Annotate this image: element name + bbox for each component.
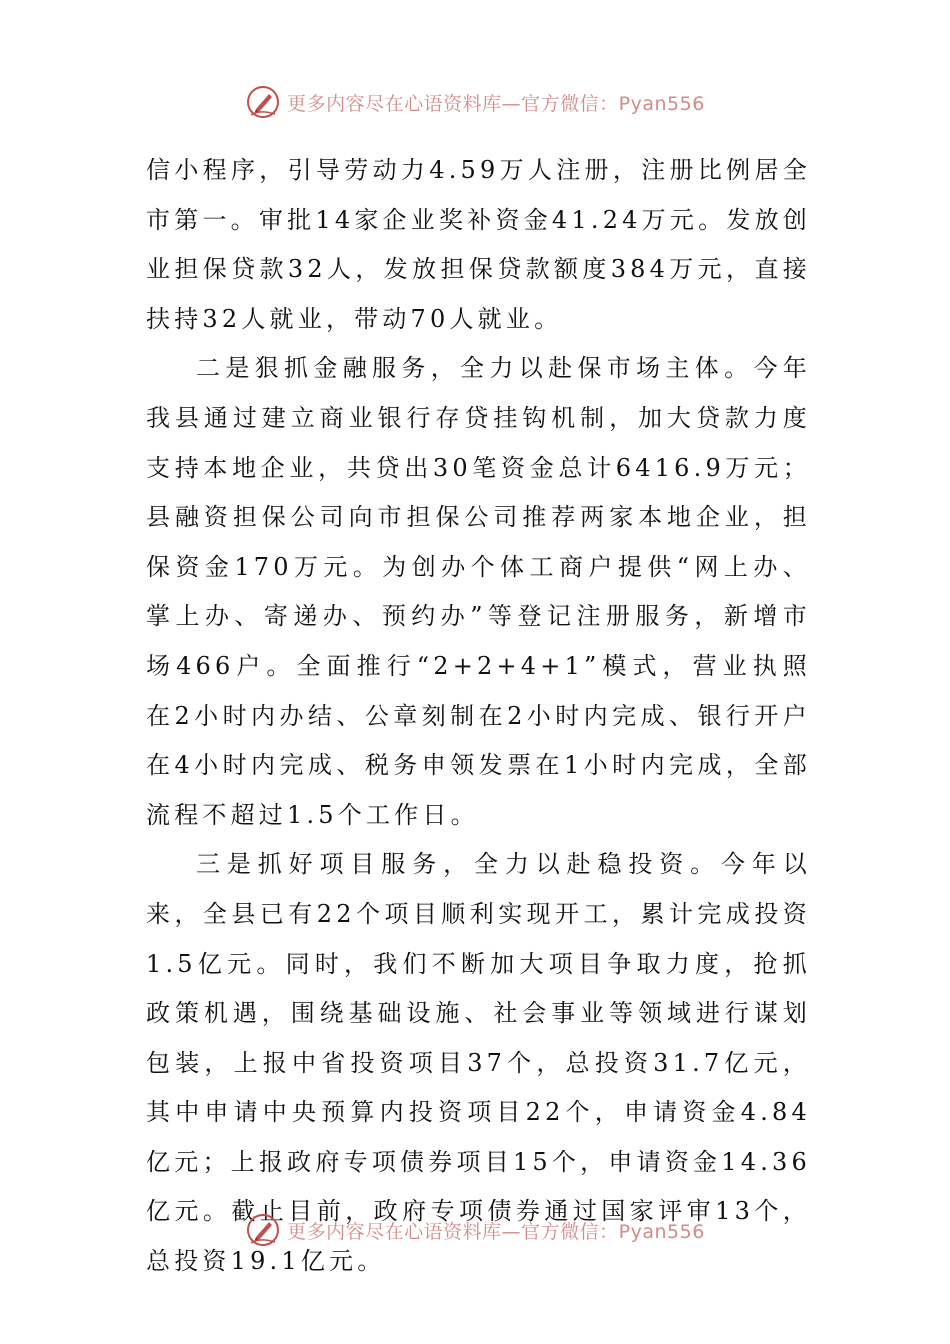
- paragraph-2: 二是狠抓金融服务，全力以赴保市场主体。今年我县通过建立商业银行存贷挂钩机制，加大贷款力度支持本地企业，共贷出30笔资金总计6416.9万元；县融资担保公司向市担保公司推荐两家本地企业，担保资金170万元。为创办个体工商户提供“网上办、掌上办、寄递办、预约办”等登记注册服务，新增市场466户。全面推行“2+2+4+1”模式，营业执照在2小时内办结、公章刻制在2小时内完成、银行开户在4小时内完成、税务申领发票在1小时内完成，全部流程不超过1.5个工作日。: [146, 354, 811, 829]
- header-banner: [0, 80, 950, 124]
- footer-banner: [0, 1208, 950, 1252]
- footer-banner-text: 更多内容尽在心语资料库—官方微信：Pyan556: [287, 1220, 705, 1243]
- document-body: [146, 146, 811, 1287]
- paragraph-1: 信小程序，引导劳动力4.59万人注册，注册比例居全市第一。审批14家企业奖补资金41.24万元。发放创业担保贷款32人，发放担保贷款额度384万元，直接扶持32人就业，带动70人就业。: [146, 156, 811, 333]
- header-banner-text: 更多内容尽在心语资料库—官方微信：Pyan556: [287, 92, 705, 115]
- paragraph-3: 三是抓好项目服务，全力以赴稳投资。今年以来，全县已有22个项目顺利实现开工，累计完成投资1.5亿元。同时，我们不断加大项目争取力度，抢抓政策机遇，围绕基础设施、社会事业等领域进行谋划包装，上报中省投资项目37个，总投资31.7亿元，其中申请中央预算内投资项目22个，申请资金4.84亿元；上报政府专项债券项目15个，申请资金14.36亿元。截止目前，政府专项债券通过国家评审13个，总投资19.1亿元。: [146, 850, 811, 1276]
- pen-logo-icon: [245, 1212, 281, 1248]
- pen-logo-icon: [245, 84, 281, 120]
